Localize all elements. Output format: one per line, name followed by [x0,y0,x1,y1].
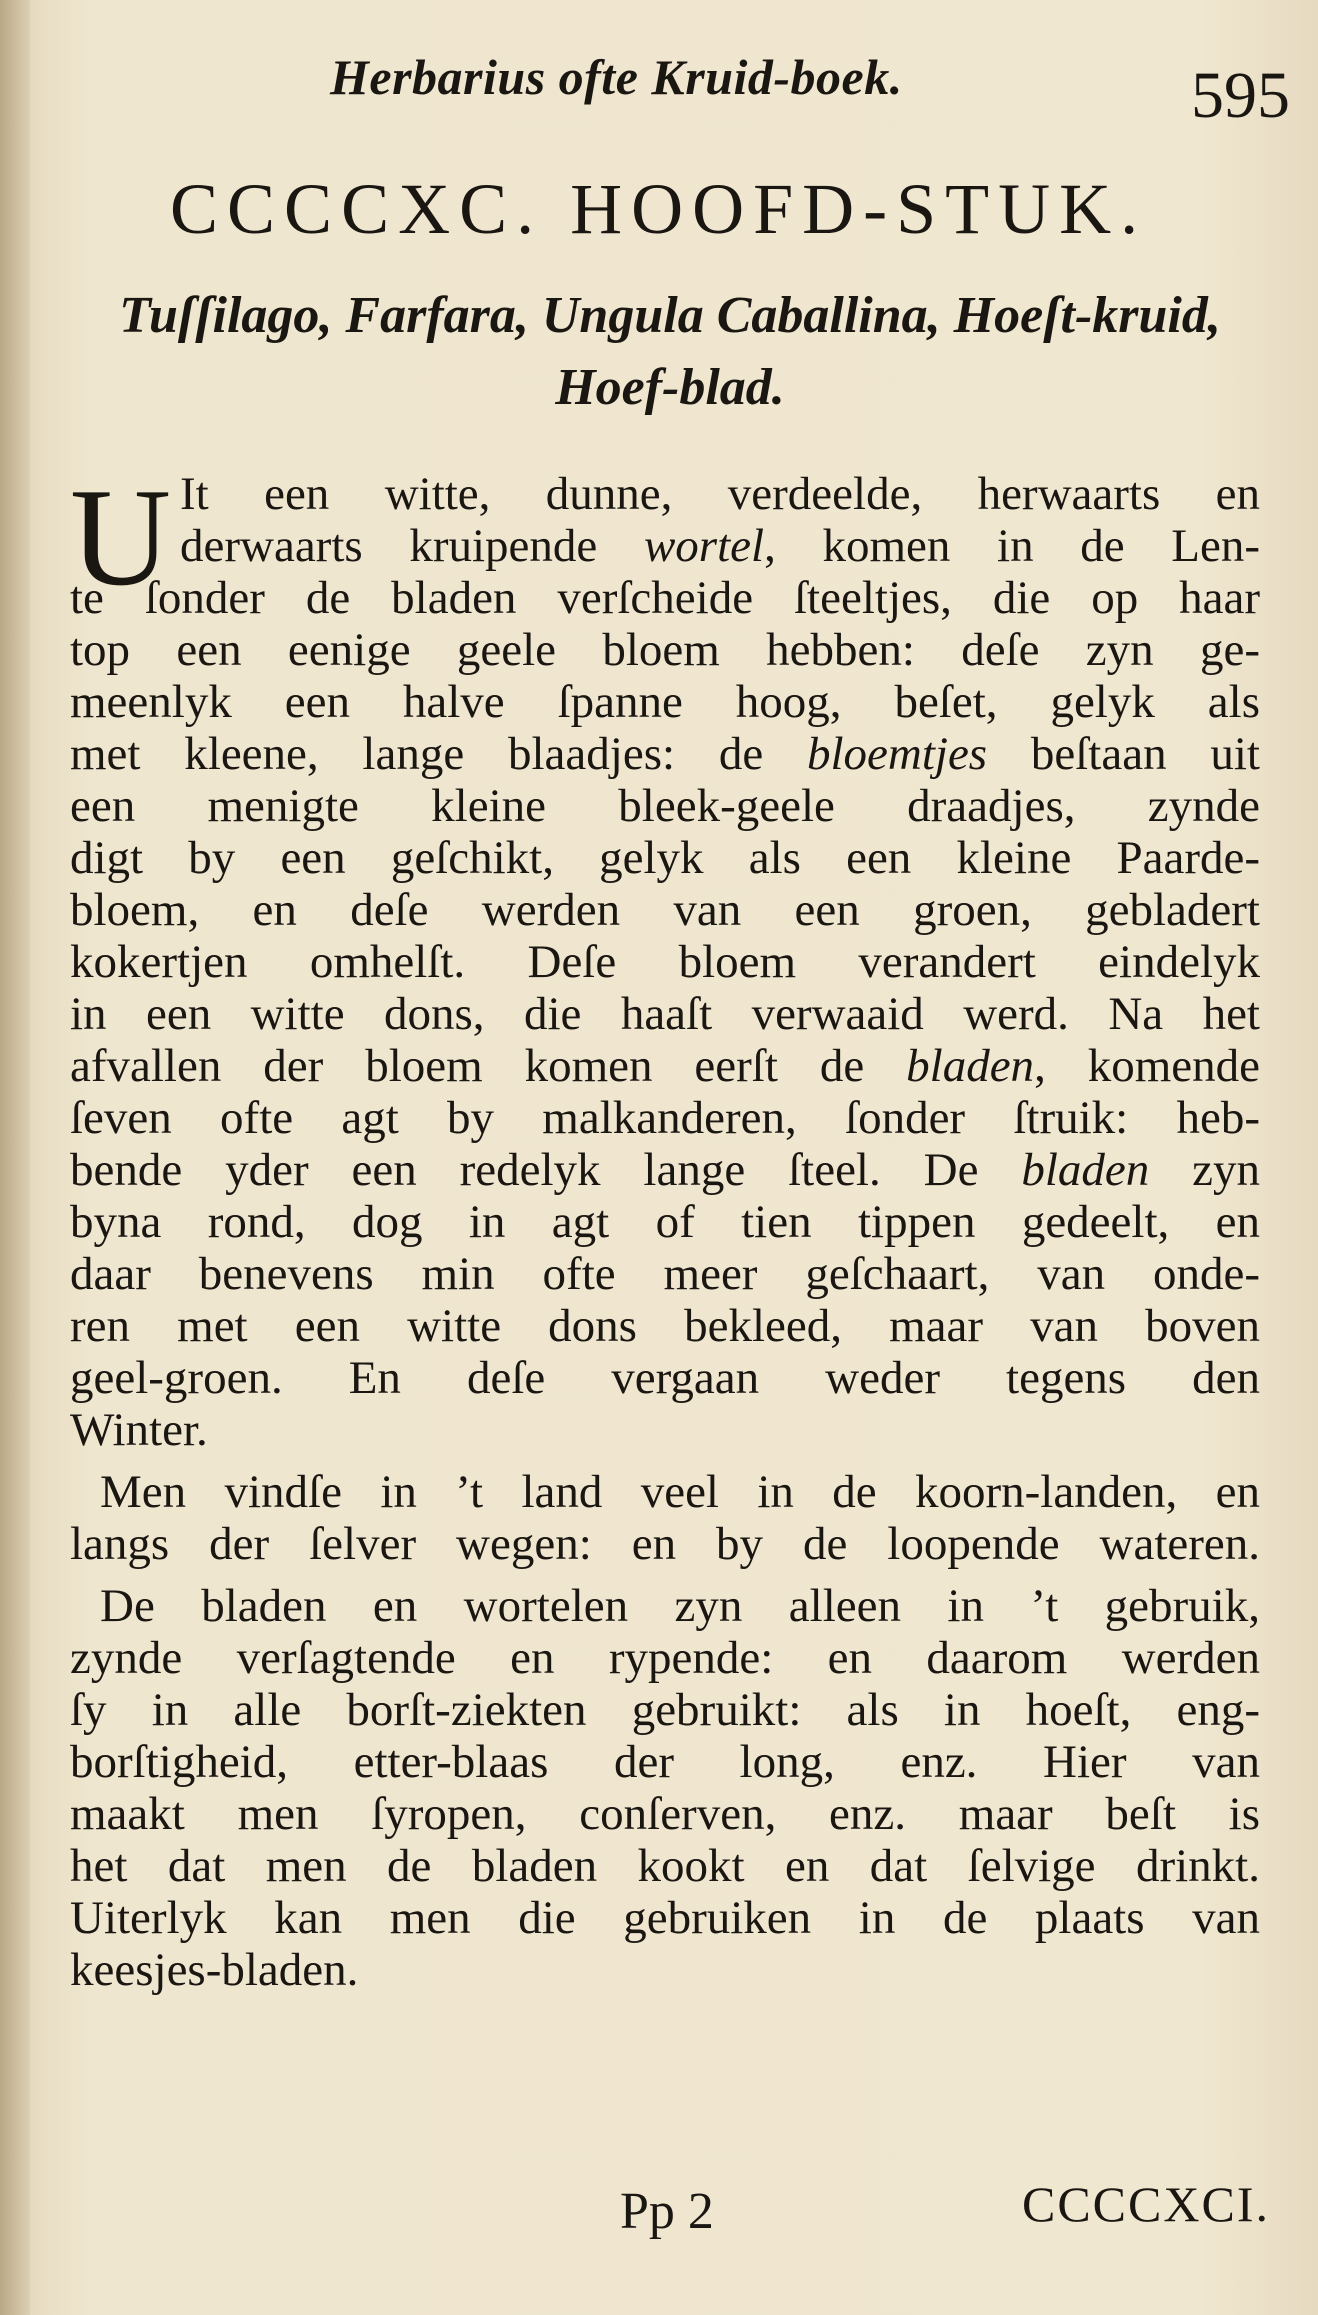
italic-term: bladen [1021,1144,1150,1196]
text-line: maakt men ſyropen, conſerven, enz. maar beſt is [70,1788,1260,1840]
text-line: It een witte, dunne, verdeelde, herwaarts en [180,468,1260,520]
text-line: De bladen en wortelen zyn alleen in ’t gebruik, [100,1580,1260,1632]
text-line: zynde verſagtende en rypende: en daarom werden [70,1632,1260,1684]
italic-term: bladen [906,1040,1035,1092]
subtitle-line: Hoef-blad. [555,359,785,416]
chapter-title: CCCCXC. HOOFD-STUK. [170,169,1148,249]
body-text [70,460,1261,1996]
text-line: Men vindſe in ’t land veel in de koorn-landen, en [100,1466,1260,1518]
running-title: Herbarius ofte Kruid-boek. [330,49,903,105]
text-line: ſeven ofte agt by malkanderen, ſonder ſtruik: heb- [70,1092,1260,1144]
text-line: keesjes-bladen. [70,1944,359,1996]
text-line: digt by een geſchikt, gelyk als een kleine Paarde- [70,832,1260,884]
text-line: een menigte kleine bleek-geele draadjes, zynde [70,780,1260,832]
text-line: kokertjen omhelſt. Deſe bloem verandert eindelyk [70,936,1260,988]
text-line: Uiterlyk kan men die gebruiken in de plaats van [70,1892,1260,1944]
text-line: te ſonder de bladen verſcheide ſteeltjes, die op haar [70,572,1260,624]
catchword: CCCCXCI. [1021,2176,1270,2232]
drop-capital: U [70,460,172,615]
signature-mark: Pp 2 [620,2183,714,2240]
text-line: afvallen der bloem komen eerſt de bladen, komende [70,1040,1261,1092]
text-line: in een witte dons, die haaſt verwaaid werd. Na het [70,988,1260,1040]
text-line: daar benevens min ofte meer geſchaart, van onde- [70,1248,1260,1300]
text-line: byna rond, dog in agt of tien tippen gedeelt, en [70,1196,1260,1248]
text-line: meenlyk een halve ſpanne hoog, beſet, gelyk als [70,676,1260,728]
text-line: ſy in alle borſt-ziekten gebruikt: als in hoeſt, eng- [70,1684,1260,1736]
page-number: 595 [1191,59,1290,132]
text-line: geel-groen. En deſe vergaan weder tegens den [70,1352,1260,1404]
text-line: bende yder een redelyk lange ſteel. De bladen zyn [70,1144,1260,1196]
text-line: bloem, en deſe werden van een groen, gebladert [70,884,1260,936]
subtitle-line: Tuſſilago, Farfara, Ungula Caballina, Hoeſt-kruid, [119,287,1221,344]
text-line: langs der ſelver wegen: en by de loopende wateren. [70,1518,1260,1570]
text-line: ren met een witte dons bekleed, maar van boven [70,1300,1260,1352]
text-line: Winter. [70,1404,208,1456]
text-line: met kleene, lange blaadjes: de bloemtjes beſtaan uit [70,728,1260,780]
text-line: het dat men de bladen kookt en dat ſelvige drinkt. [70,1840,1260,1892]
chapter-subtitle [70,280,1270,424]
italic-term: wortel [643,520,765,572]
text-line: borſtigheid, etter-blaas der long, enz. Hier van [70,1736,1260,1788]
text-line: derwaarts kruipende wortel, komen in de Len- [180,520,1261,572]
page-gutter-edge [0,0,30,2315]
italic-term: bloemtjes [806,728,988,780]
text-line: top een eenige geele bloem hebben: deſe zyn ge- [70,624,1260,676]
